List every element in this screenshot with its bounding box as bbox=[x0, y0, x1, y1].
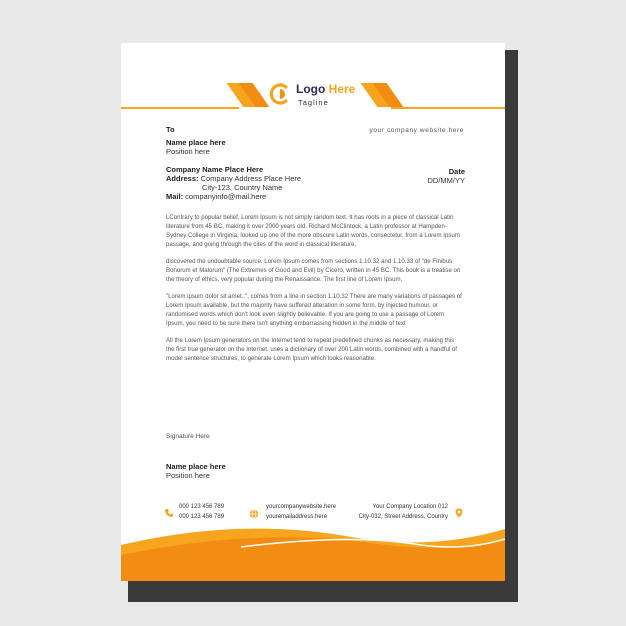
header-line-right bbox=[391, 107, 505, 109]
location-pin-icon bbox=[454, 508, 464, 518]
footer-phones bbox=[179, 503, 224, 522]
header-website: your company website.here bbox=[369, 127, 464, 134]
logo-tagline: Tagline bbox=[298, 98, 329, 107]
recipient-position: Position here bbox=[166, 147, 210, 156]
company-name: Company Name Place Here bbox=[166, 165, 264, 174]
body-paragraph-1: LContrary to popular belief, Lorem Ipsum is not simply random text. It has roots in a piece of classical Latin literature from 45 BC, making it over 2000 years old. Richard McClintock, a Latin professor at Hampden-Sydney College in Virginia, looked up one of the more obscure Latin words, consectetur, from a Lorem Ipsum passage, and going through the cites of the word in classical literature, bbox=[166, 214, 460, 249]
company-address-line2: City-123, Country Name bbox=[202, 183, 283, 192]
header-line-left bbox=[121, 107, 239, 109]
company-mail: Mail: companyinfo@mail.here bbox=[166, 192, 267, 201]
logo-title: Logo Here bbox=[296, 82, 356, 96]
date-value: DD/MM/YY bbox=[427, 176, 465, 185]
company-address: Address: Company Address Place Here bbox=[166, 174, 302, 183]
letter-body bbox=[166, 213, 463, 371]
footer-phone-1: 000 123 456 789 bbox=[179, 504, 225, 510]
footer-website: yourcompanywebsite.here bbox=[266, 504, 337, 510]
footer-location-line1: Your Company Location 012 bbox=[372, 504, 448, 510]
footer-location bbox=[359, 503, 448, 522]
signer-position: Position here bbox=[166, 471, 210, 480]
body-paragraph-4: All the Lorem Ipsum generators on the Internet tend to repeat predefined chunks as necessary, making this the first true generator on the Internet. uses a dictionary of over 200 Latin words, combined with a handful of model sentence structures, to generate Lorem Ipsum which looks reasonable. bbox=[166, 337, 457, 363]
footer-wave bbox=[121, 521, 505, 581]
body-paragraph-3: "Lorem ipsum dolor sit amet..", comes from a line in section 1.10.32 There are many variations of passages of Lorem Ipsum available, but the majority have suffered alteration in some form, by injected humour, or randomised words which don't look even slightly believable. If you are going to use a passage of Lorem Ipsum, you need to be sure there isn't anything embarrassing hidden in the middle of text bbox=[166, 292, 462, 328]
recipient-name: Name place here bbox=[166, 138, 226, 147]
logo-mark-icon bbox=[269, 83, 291, 105]
footer-location-line2: City-032, Street Address, Country bbox=[358, 513, 448, 520]
date-block bbox=[428, 167, 466, 185]
to-label: To bbox=[166, 125, 175, 134]
footer-web bbox=[266, 503, 336, 522]
body-paragraph-2: discovered the undoubtable source. Lorem Ipsum comes from sections 1.10.32 and 1.10.33 of "de Finibus Bonorum et Malorum" (The Extremes of Good and Evil) by Cicero, written in 45 BC. This book is a treatise on the theory of ethics, very popular during the Renaissance. The first line of Lorem Ipsum, bbox=[166, 258, 461, 284]
date-label: Date bbox=[448, 167, 465, 176]
footer-email: youremailaddress.here bbox=[266, 513, 328, 520]
signer-name: Name place here bbox=[166, 462, 226, 471]
signature-label: Signature Here bbox=[166, 433, 210, 440]
letterhead-page bbox=[121, 43, 505, 581]
footer-phone-2: 000 123 456 789 bbox=[179, 513, 225, 520]
globe-icon bbox=[249, 509, 259, 519]
phone-icon bbox=[164, 508, 174, 518]
